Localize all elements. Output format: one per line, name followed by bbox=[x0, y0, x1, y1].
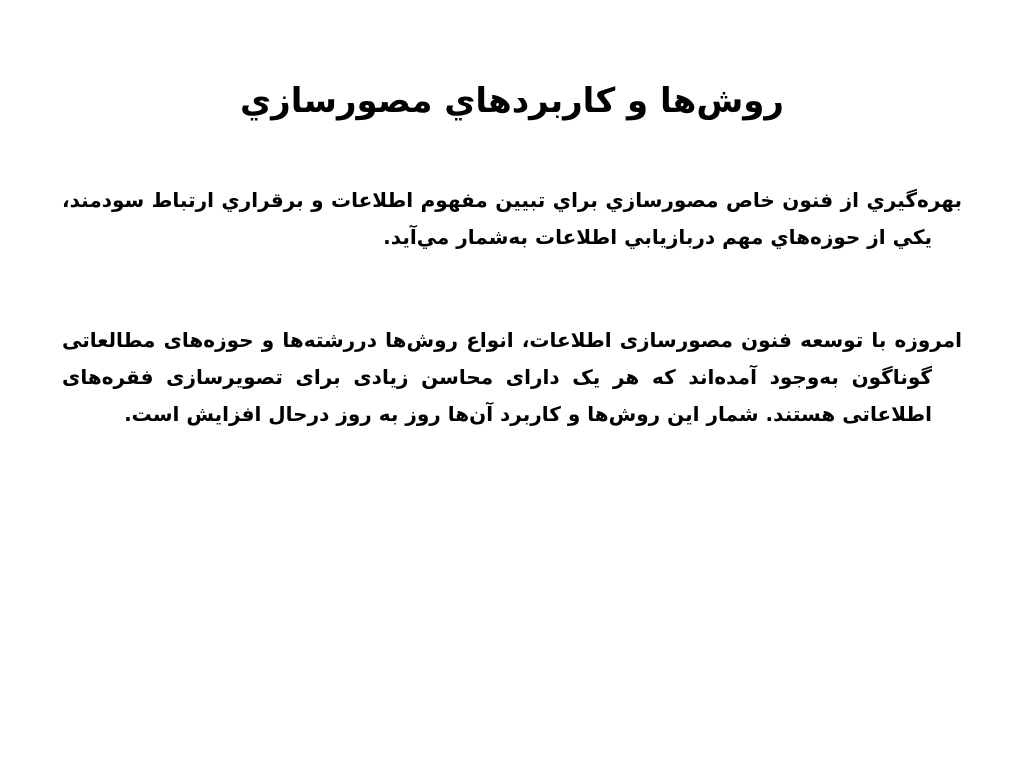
slide-title: روش‌ها و كاربردهاي مصورسازي bbox=[240, 81, 784, 121]
body-paragraph-2: امروزه با توسعه فنون مصورسازی اطلاعات، انواع روش‌ها دررشته‌ها و حوزه‌های مطالعاتی گوناگون به‌وجود آمده‌اند که هر یک دارای محاسن زیادی برای تصویرسازی فقره‌های اطلاعاتی هستند. شمار این روش‌ها و کاربرد آن‌ها روز به روز درحال افزایش است. bbox=[62, 328, 962, 426]
body-paragraph-1: بهره‌گيري از فنون خاص مصورسازي براي تبيين مفهوم اطلاعات و برقراري ارتباط سودمند، يكي از حوزه‌هاي مهم دربازيابي اطلاعات به‌شمار مي‌آيد. bbox=[62, 188, 962, 249]
paragraph-block-2 bbox=[62, 322, 962, 433]
paragraph-block-1 bbox=[62, 182, 962, 256]
